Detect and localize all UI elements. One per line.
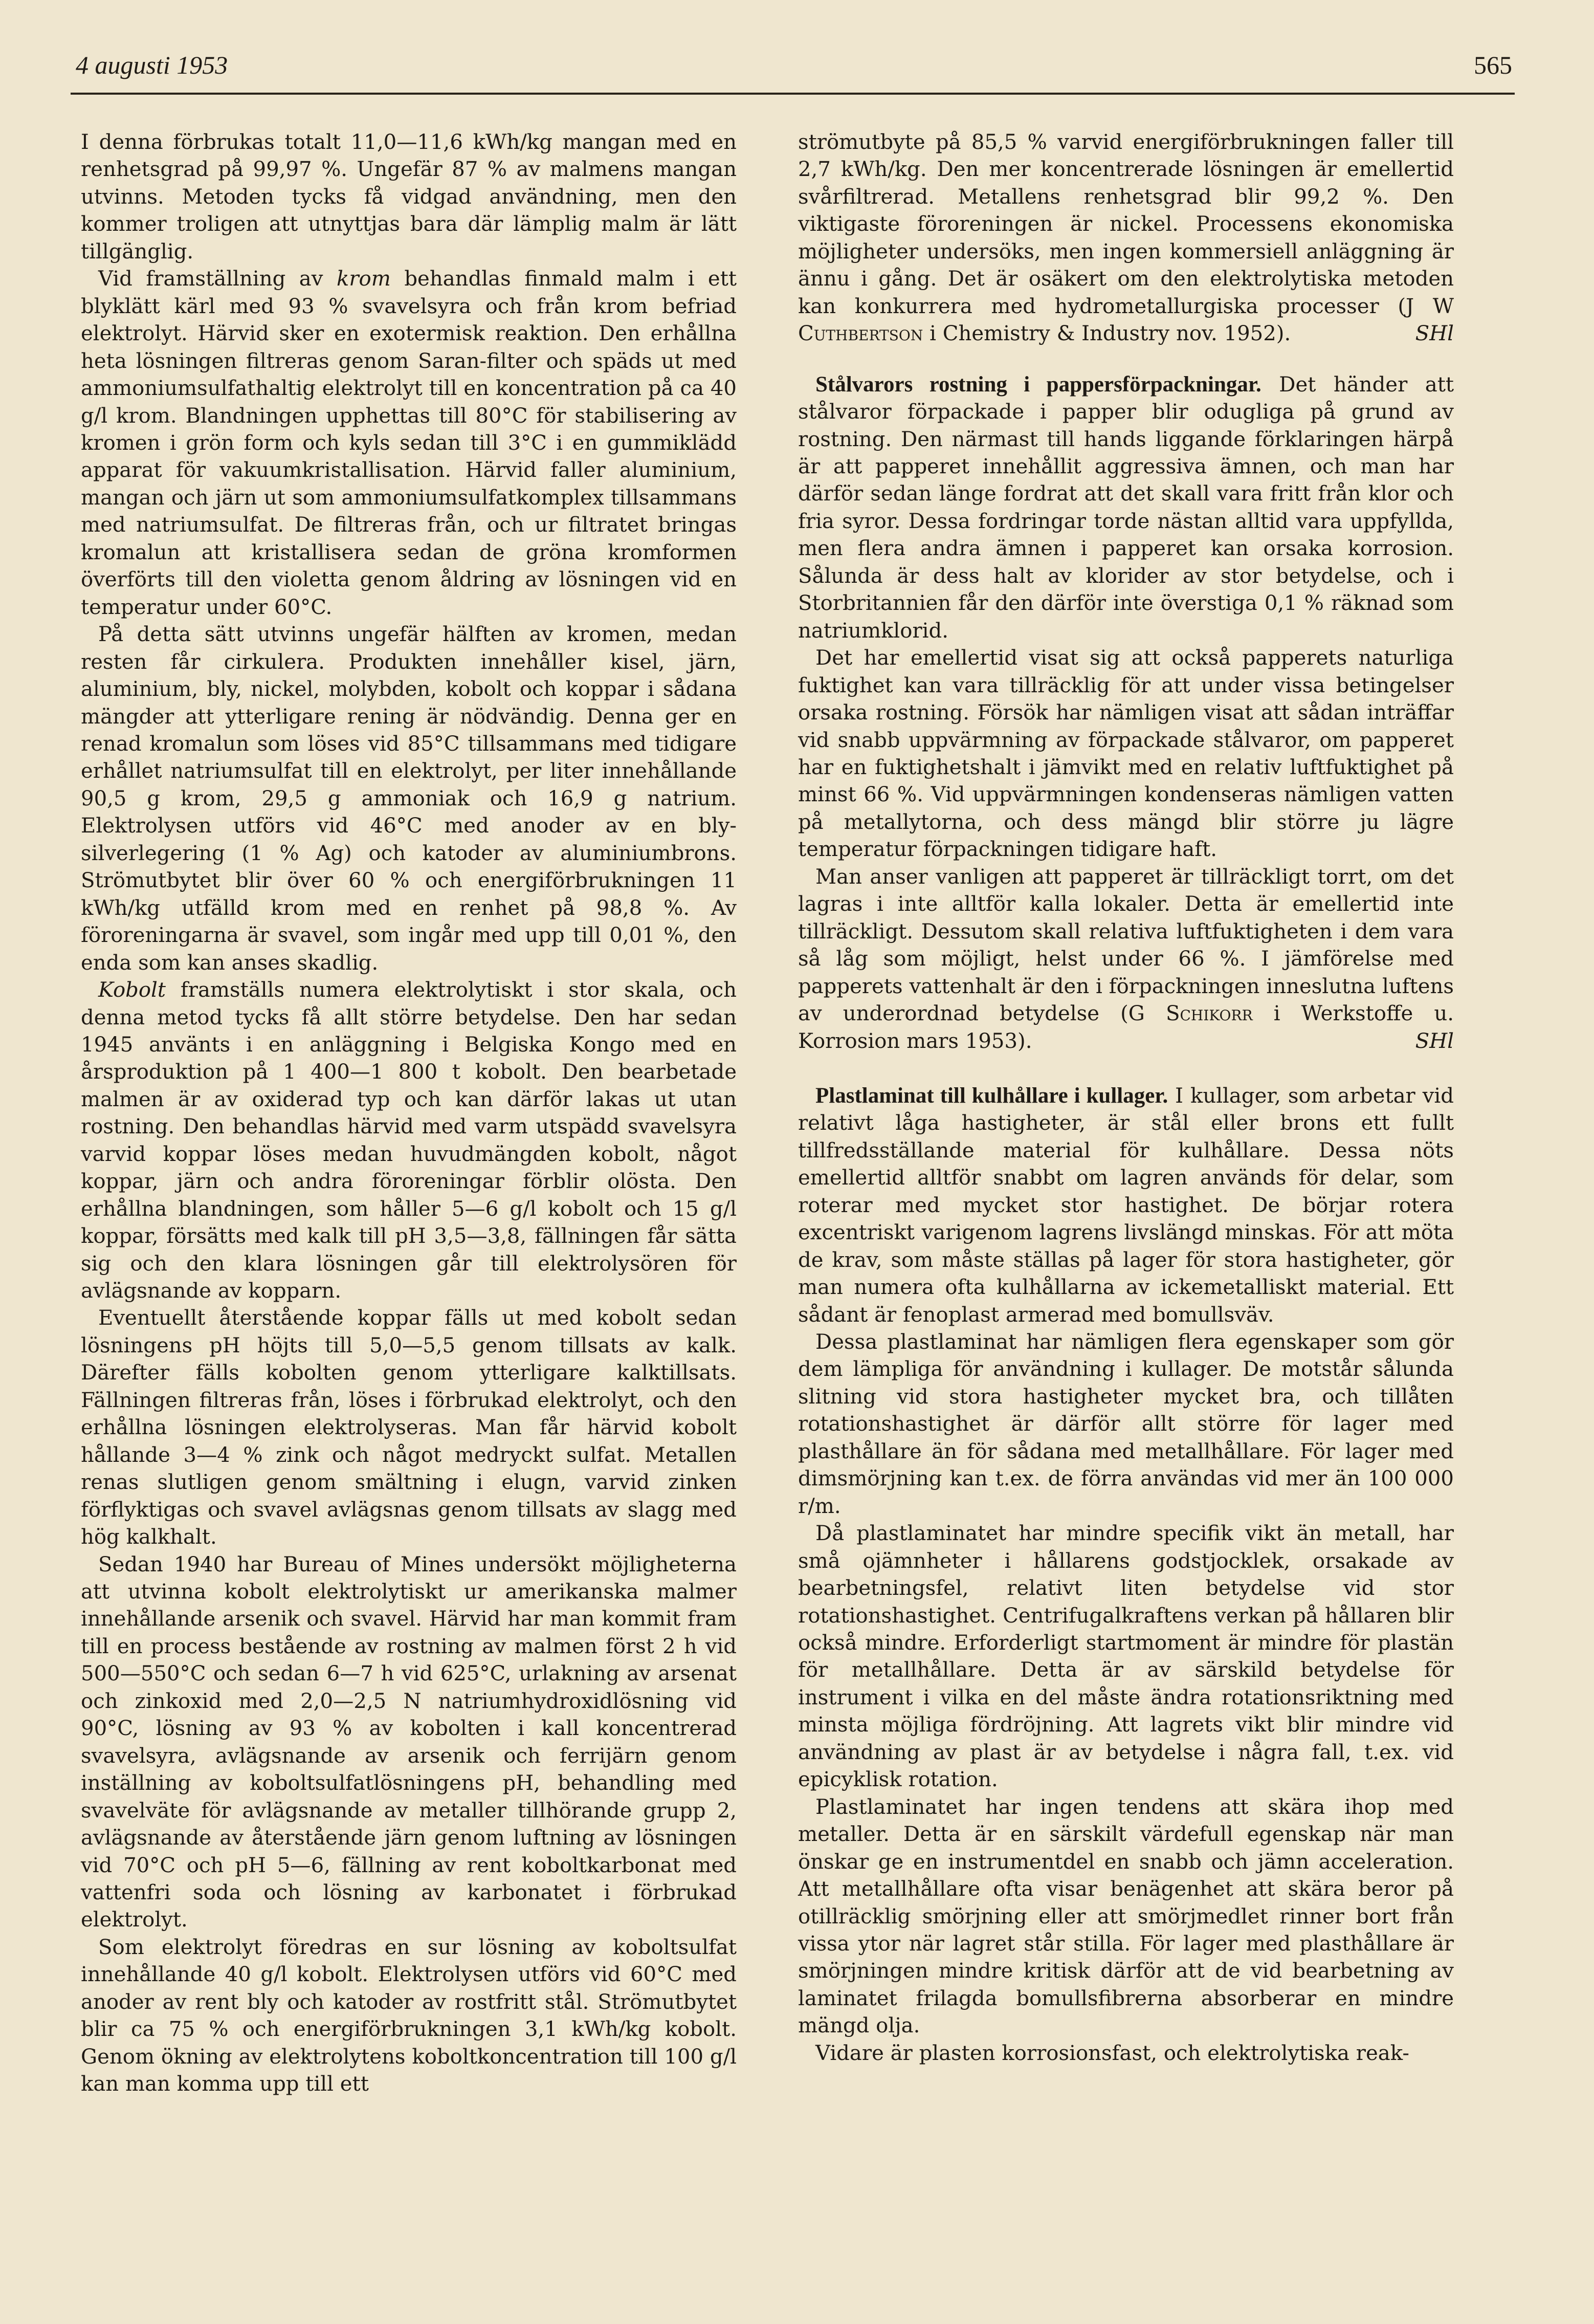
article-title: Stålvarors rostning i pappersförpackningar. (815, 372, 1261, 397)
signature: SHl (1415, 322, 1454, 346)
paragraph-kobolt-continued: strömutbyte på 85,5 % varvid energiförbrukningen faller till 2,7 kWh/kg. Den mer koncentrerade lösningen är emellertid svårfiltrerad. Metallens renhetsgrad blir 99,2 %. Den viktigaste föroreningen är nickel. Processens ekonomiska möjligheter undersöks, men ingen kommersiell anläggning är ännu i gång. Det är osäkert om den elektrolytiska metoden kan konkurrera med hydrometallurgiska processer (J W Cuthbertson i Chemistry & Industry nov. 1952). SHl (798, 129, 1454, 348)
paragraph-skara-ihop: Plastlaminatet har ingen tendens att skära ihop med metaller. Detta är en särskilt värdefull egenskap när man önskar ge en instrumentdel en snabb och jämn acceleration. Att metallhållare ofta visar benägenhet att skära beror på otillräcklig smörjning eller att smörjmedlet rinner bort från vissa ytor när lagret står stilla. För lager med plasthållare är smörjningen mindre kritisk därför att de vid bearbetning av laminatet frilagda bomullsfibrerna absorberar en mindre mängd olja. (798, 1795, 1454, 2038)
paragraph-lagring: Man anser vanligen att papperet är tillräckligt torrt, om det lagras i inte alltför kalla lokaler. Detta är emellertid inte tillräckligt. Dessutom skall relativa luftfuktigheten i dem vara så låg som möjligt, helst under 66 %. I jämförelse med papperets vattenhalt är den i förpackningen inneslutna luftens av underordnad betydelse (G Schikorr i Werkstoffe u. Korrosion mars 1953). SHl (798, 864, 1454, 1055)
paragraph-bureau-of-mines: Sedan 1940 har Bureau of Mines undersökt möjligheterna att utvinna kobolt elektrolytiskt ur amerikanska malmer innehållande arsenik och svavel. Härvid har man kommit fram till en process bestående av rostning av malmen först 2 h vid 500—550°C och sedan 6—7 h vid 625°C, urlakning av arsenat och zinkoxid med 2,0—2,5 N natriumhydroxidlösning vid 90°C, lösning av 93 % av kobolten i kall koncentrerad svavelsyra, avlägsnande av arsenik och ferrijärn genom inställning av koboltsulfatlösningens pH, behandling med svavelväte för avlägsnande av metaller tillhörande grupp 2, avlägsnande av återstående järn genom luftning av lösningen vid 70°C och pH 5—6, fällning av rent koboltkarbonat med vattenfri soda och lösning av karbonatet i förbrukad elektrolyt. (81, 1552, 737, 1932)
header-rule (71, 93, 1515, 95)
keyword-krom: krom (336, 267, 391, 291)
left-column (81, 129, 737, 2098)
paragraph-krom: Vid framställning av krom behandlas finmald malm i ett blyklätt kärl med 93 % svavelsyra och från krom befriad elektrolyt. Härvid sker en exotermisk reaktion. Den erhållna heta lösningen filtreras genom Saran-filter och späds ut med ammoniumsulfathaltig elektrolyt till en koncentration på ca 40 g/l krom. Blandningen upphettas till 80°C för stabilisering av kromen i grön form och kyls sedan till 3°C i en gummiklädd apparat för vakuumkristallisation. Härvid faller aluminium, mangan och järn ut som ammoniumsulfatkomplex tillsammans med natriumsulfat. De filtreras från, och ur filtratet bringas kromalun att kristallisera sedan de gröna kromformen överförts till den violetta genom åldring av lösningen vid en temperatur under 60°C. (81, 267, 737, 619)
paragraph-korrosionsfast: Vidare är plasten korrosionsfast, och elektrolytiska reak- (815, 2041, 1409, 2065)
author-cuthbertson: Cuthbertson (798, 322, 923, 346)
keyword-kobolt: Kobolt (98, 978, 166, 1002)
running-head (76, 47, 1512, 88)
paragraph-fuktighet: Det har emellertid visat sig att också papperets naturliga fuktighet kan vara tillräcklig för att under vissa betingelser orsaka rostning. Försök har nämligen visat att sådan inträffar vid snabb uppvärmning av förpackade stålvaror, om papperet har en fuktighetshalt i jämvikt med en relativ luftfuktighet på minst 66 %. Vid uppvärmningen kondenseras nämligen vatten på metallytorna, och dess mängd blir större ju lägre temperatur förpackningen tidigare haft. (798, 646, 1454, 862)
article-plastlaminat: Plastlaminat till kulhållare i kullager. I kullager, som arbetar vid relativt låga hastigheter, är stål eller brons ett fullt tillfredsställande material för kulhållare. Dessa nöts emellertid alltför snabbt om lagren används för delar, som roterar med mycket stor hastighet. De börjar rotera excentriskt varigenom lagrens livslängd minskas. För att möta de krav, som måste ställas på lager för stora hastigheter, gör man numera ofta kulhållarna av ickemetalliskt material. Ett sådant är fenoplast armerad med bomullsväv. (798, 1083, 1454, 1327)
paragraph-kobolt-electrolyte: Som elektrolyt föredras en sur lösning av koboltsulfat innehållande 40 g/l kobolt. Elektrolysen utförs vid 60°C med anoder av rent bly och katoder av rostfritt stål. Strömutbytet blir ca 75 % och energiförbrukningen 3,1 kWh/kg kobolt. Genom ökning av elektrolytens koboltkoncentration till 100 g/l kan man komma upp till ett (81, 1935, 737, 2096)
paragraph-egenskaper: Dessa plastlaminat har nämligen flera egenskaper som gör dem lämpliga för användning i kullager. De motstår sålunda slitning vid stora hastigheter mycket bra, och tillåten rotationshastighet är därför allt större för lager med plasthållare än för sådana med metallhållare. För lager med dimsmörjning kan t.ex. de förra användas vid mer än 100 000 r/m. (798, 1330, 1454, 1518)
paragraph-kobolt: Kobolt framställs numera elektrolytiskt i stor skala, och denna metod tycks få allt större betydelse. Den har sedan 1945 använts i en anläggning i Belgiska Kongo med en årsproduktion på 1 400—1 800 t kobolt. Den bearbetade malmen är av oxiderad typ och kan därför lakas ut utan rostning. Den behandlas härvid med varm utspädd svavelsyra varvid koppar löses medan huvudmängden kobolt, något koppar, järn och andra föroreningar förblir olösta. Den erhållna blandningen, som håller 5—6 g/l kobolt och 15 g/l koppar, försätts med kalk till pH 3,5—3,8, fällningen får sätta sig och den klara lösningen går till elektrolysören för avlägsnande av kopparn. (81, 978, 737, 1303)
article-stalvaror: Stålvarors rostning i pappersförpackningar. Det händer att stålvaror förpackade i papper blir odugliga på grund av rostning. Den närmast till hands liggande förklaringen härpå är att papperet innehållit aggressiva ämnen, och man har därför sedan länge fordrat att det skall vara fritt från klor och fria syror. Dessa fordringar torde nästan alltid vara uppfyllda, men flera andra ämnen i papperet kan orsaka korrosion. Sålunda är dess halt av klorider av stor betydelse, och i Storbritannien får den därför inte överstiga 0,1 % räknad som natriumklorid. (798, 372, 1454, 643)
paragraph-kobolt-refining: Eventuellt återstående koppar fälls ut med kobolt sedan lösningens pH höjts till 5,0—5,5 genom tillsats av kalk. Därefter fälls kobolten genom ytterligare kalktillsats. Fällningen filtreras från, löses i förbrukad elektrolyt, och den erhållna lösningen elektrolyseras. Man får härvid kobolt hållande 3—4 % zink och något medryckt sulfat. Metallen renas slutligen genom smältning i elugn, varvid zinken förflyktigas och svavel avlägsnas genom tillsats av slagg med hög kalkhalt. (81, 1306, 737, 1549)
paragraph-mangan-end: I denna förbrukas totalt 11,0—11,6 kWh/kg mangan med en renhetsgrad på 99,97 %. Ungefär 87 % av malmens mangan utvinns. Metoden tycks få vidgad användning, men den kommer troligen att utnyttjas bara där lämplig malm är lätt tillgänglig. (81, 130, 737, 264)
issue-date: 4 augusti 1953 (76, 51, 228, 79)
author-schikorr: Schikorr (1165, 1002, 1253, 1026)
page-number: 565 (1474, 51, 1512, 79)
paragraph-vikt: Då plastlaminatet har mindre specifik vikt än metall, har små ojämnheter i hållarens godstjocklek, orsakade av bearbetningsfel, relativt liten betydelse vid stor rotationshastighet. Centrifugalkraftens verkan på hållaren blir också mindre. Erforderligt startmoment är mindre för plastän för metallhållare. Detta är av särskild betydelse för instrument i vilka en del måste ändra rotationsriktning med minsta möjliga fördröjning. Att lagrets vikt blir mindre vid användning av plast är av betydelse i några fall, t.ex. vid epicyklisk rotation. (798, 1522, 1454, 1792)
paragraph-krom-purification: På detta sätt utvinns ungefär hälften av kromen, medan resten får cirkulera. Produkten innehåller kisel, järn, aluminium, bly, nickel, molybden, kobolt och koppar i sådana mängder att ytterligare rening är nödvändig. Denna ger en renad kromalun som löses vid 85°C tillsammans med tidigare erhållet natriumsulfat till en elektrolyt, per liter innehållande 90,5 g krom, 29,5 g ammoniak och 16,9 g natrium. Elektrolysen utförs vid 46°C med anoder av en bly-silverlegering (1 % Ag) och katoder av aluminiumbrons. Strömutbytet blir över 60 % och energiförbrukningen 11 kWh/kg utfälld krom med en renhet på 98,8 %. Av föroreningarna är svavel, som ingår med upp till 0,01 %, den enda som kan anses skadlig. (81, 623, 737, 975)
signature: SHl (1415, 1029, 1454, 1053)
article-title: Plastlaminat till kulhållare i kullager. (815, 1083, 1168, 1108)
right-column (798, 129, 1454, 2067)
